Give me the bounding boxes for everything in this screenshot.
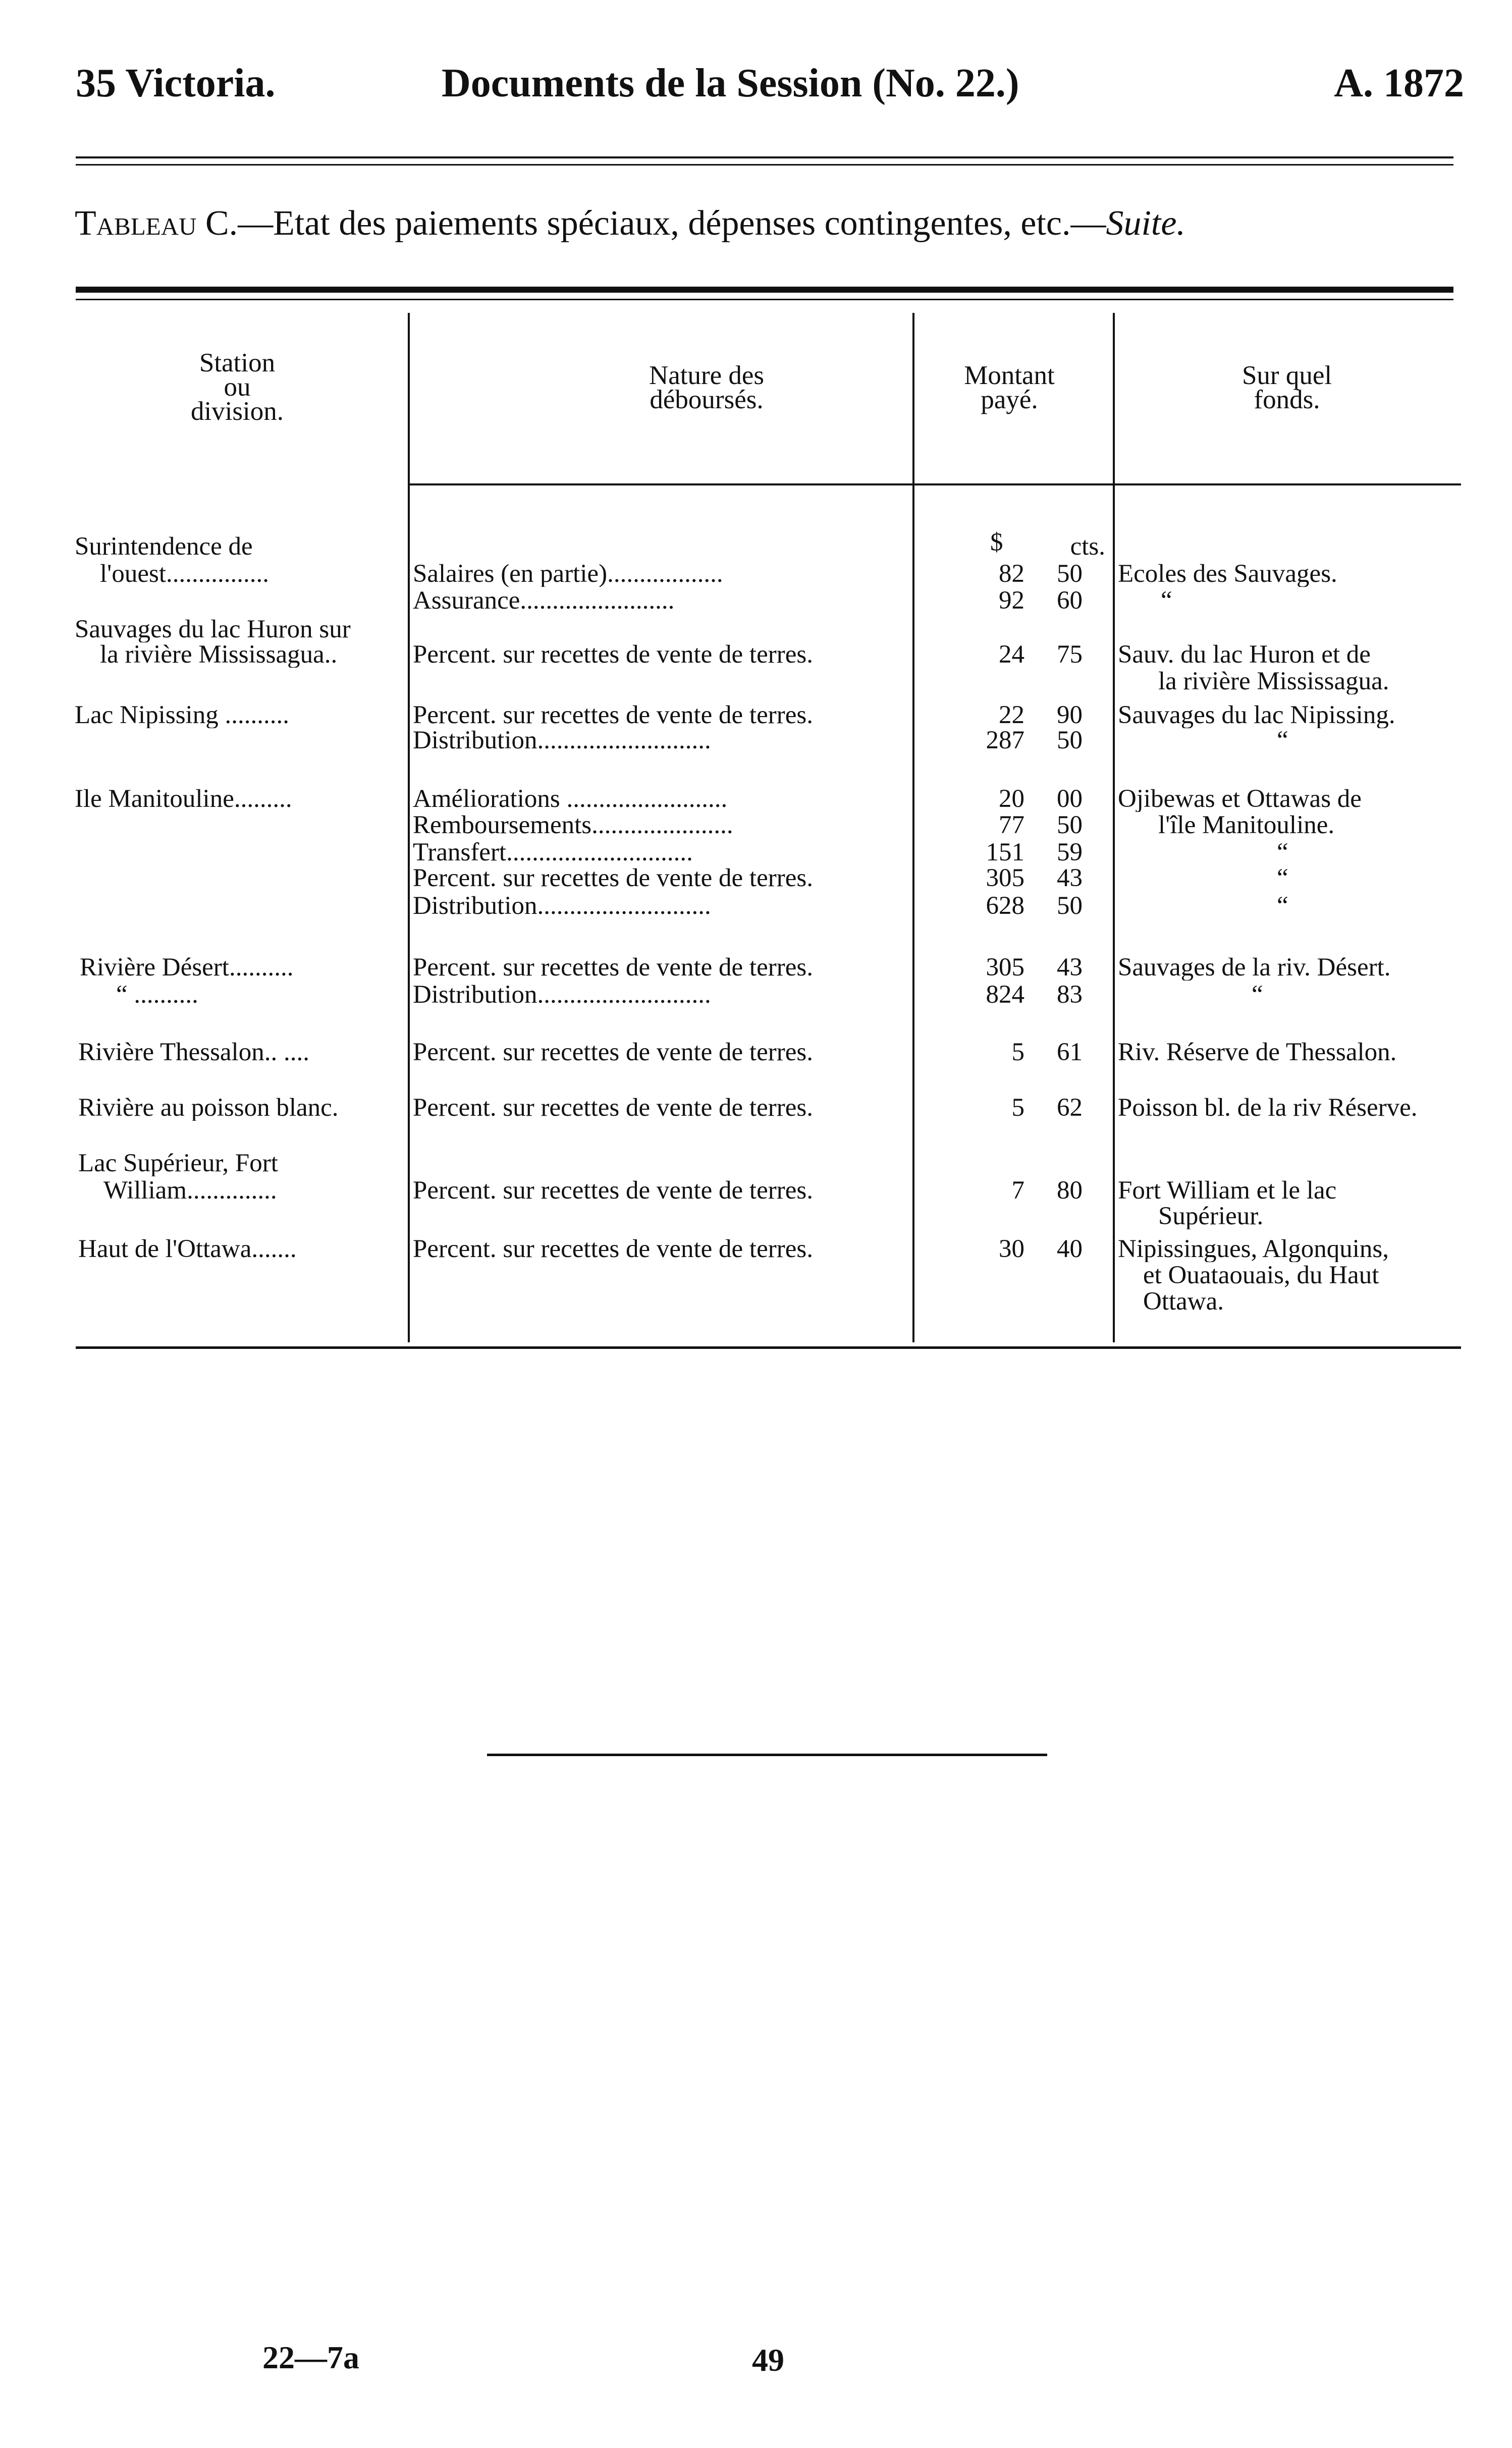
nature-line-12: Distribution........................... <box>413 982 711 1008</box>
amount-5-cents: 50 <box>1057 726 1083 754</box>
fonds-line-16: Fort William et le lac <box>1118 1178 1337 1204</box>
title-suite: Suite. <box>1106 204 1185 243</box>
amount-16-dollars: 30 <box>999 1235 1024 1263</box>
title-main: C.—Etat des paiements spéciaux, dépenses contingentes, etc.— <box>196 204 1106 243</box>
table-bottom-rule <box>76 1346 1461 1349</box>
amount-1-dollars: 82 <box>999 560 1024 588</box>
nature-line-16: Percent. sur recettes de vente de terres. <box>413 1236 813 1262</box>
amount-12-dollars: 824 <box>986 981 1024 1009</box>
colhead-station-l2: ou <box>224 372 251 402</box>
nature-line-1: Salaires (en partie).................. <box>413 561 723 587</box>
fonds-line-1: Ecoles des Sauvages. <box>1118 561 1337 587</box>
vline-3 <box>1113 313 1115 1342</box>
fonds-line-15: Poisson bl. de la riv Réserve. <box>1118 1095 1418 1121</box>
fonds-line-14: Riv. Réserve de Thessalon. <box>1118 1040 1397 1065</box>
amount-6-cents: 00 <box>1057 785 1083 813</box>
station-line-3: Sauvages du lac Huron sur <box>75 617 351 642</box>
colhead-fonds-l2: fonds. <box>1254 385 1320 414</box>
unit-cents: cts. <box>1070 532 1105 561</box>
fonds-line-19: et Ouataouais, du Haut <box>1143 1263 1379 1288</box>
fonds-line-7: Ojibewas et Ottawas de <box>1118 786 1362 812</box>
nature-line-6: Améliorations ......................... <box>413 786 728 812</box>
amount-13-dollars: 5 <box>1011 1038 1024 1066</box>
colhead-nature-l2: déboursés. <box>650 385 764 414</box>
title-prefix: Tableau <box>75 204 197 243</box>
header-row-rule <box>409 483 1461 485</box>
fonds-line-20: Ottawa. <box>1143 1289 1224 1315</box>
nature-line-9: Percent. sur recettes de vente de terres. <box>413 865 813 891</box>
fonds-line-12: Sauvages de la riv. Désert. <box>1118 955 1391 981</box>
fonds-line-3: Sauv. du lac Huron et de <box>1118 642 1371 668</box>
nature-line-3: Percent. sur recettes de vente de terres. <box>413 642 813 668</box>
fonds-line-2: “ <box>1161 588 1172 614</box>
station-line-10: Rivière au poisson blanc. <box>78 1095 339 1121</box>
amount-8-cents: 59 <box>1057 838 1083 866</box>
colhead-montant <box>916 363 1103 412</box>
amount-9-cents: 43 <box>1057 864 1083 892</box>
amount-4-cents: 90 <box>1057 701 1083 729</box>
station-line-9: Rivière Thessalon.. .... <box>78 1040 309 1065</box>
amount-14-dollars: 5 <box>1011 1094 1024 1122</box>
fonds-line-18: Nipissingues, Algonquins, <box>1118 1236 1389 1262</box>
fonds-line-4: la rivière Mississagua. <box>1158 669 1389 694</box>
footer-signature: 22—7a <box>262 2340 359 2375</box>
section-separator <box>487 1754 1047 1756</box>
fonds-line-5: Sauvages du lac Nipissing. <box>1118 702 1395 728</box>
amount-10-dollars: 628 <box>986 892 1024 920</box>
colhead-fonds-l1: Sur quel <box>1241 361 1332 390</box>
nature-line-4: Percent. sur recettes de vente de terres. <box>413 702 813 728</box>
station-line-6: Ile Manitouline......... <box>75 786 292 812</box>
amount-3-cents: 75 <box>1057 640 1083 669</box>
amount-8-dollars: 151 <box>986 838 1024 866</box>
colhead-station-l3: division. <box>190 397 284 426</box>
nature-line-10: Distribution........................... <box>413 893 711 919</box>
fonds-line-17: Supérieur. <box>1158 1204 1264 1229</box>
header-session: 35 Victoria. <box>76 61 276 105</box>
vline-1 <box>408 313 410 1342</box>
amount-14-cents: 62 <box>1057 1094 1083 1122</box>
amount-5-dollars: 287 <box>986 726 1024 754</box>
amount-13-cents: 61 <box>1057 1038 1083 1066</box>
station-line-7: Rivière Désert.......... <box>80 955 294 981</box>
amount-4-dollars: 22 <box>999 701 1024 729</box>
amount-3-dollars: 24 <box>999 640 1024 669</box>
fonds-line-11: “ <box>1277 893 1288 919</box>
colhead-station <box>106 348 368 426</box>
vline-2 <box>912 313 914 1342</box>
fonds-line-8: l'île Manitouline. <box>1158 812 1335 838</box>
page-number: 49 <box>752 2342 784 2378</box>
nature-line-8: Transfert............................. <box>413 840 693 865</box>
amount-9-dollars: 305 <box>986 864 1024 892</box>
fonds-line-6: “ <box>1277 728 1288 753</box>
station-line-5: Lac Nipissing .......... <box>75 702 289 728</box>
colhead-nature <box>409 363 1004 412</box>
unit-dollar: $ <box>990 530 1003 556</box>
station-line-13: Haut de l'Ottawa....... <box>78 1236 297 1262</box>
amount-16-cents: 40 <box>1057 1235 1083 1263</box>
amount-2-cents: 60 <box>1057 586 1083 615</box>
amount-10-cents: 50 <box>1057 892 1083 920</box>
colhead-montant-l1: Montant <box>964 361 1055 390</box>
amount-1-cents: 50 <box>1057 560 1083 588</box>
amount-2-dollars: 92 <box>999 586 1024 615</box>
nature-line-7: Remboursements...................... <box>413 812 733 838</box>
amount-6-dollars: 20 <box>999 785 1024 813</box>
nature-line-13: Percent. sur recettes de vente de terres. <box>413 1040 813 1065</box>
colhead-station-l1: Station <box>199 348 276 377</box>
nature-line-11: Percent. sur recettes de vente de terres. <box>413 955 813 981</box>
nature-line-15: Percent. sur recettes de vente de terres. <box>413 1178 813 1204</box>
nature-line-2: Assurance........................ <box>413 588 675 614</box>
station-line-2: l'ouest................ <box>100 561 269 587</box>
header-title: Documents de la Session (No. 22.) <box>442 61 1019 105</box>
station-line-11: Lac Supérieur, Fort <box>78 1151 278 1176</box>
colhead-montant-l2: payé. <box>981 385 1038 414</box>
fonds-line-13: “ <box>1252 982 1263 1008</box>
fonds-line-9: “ <box>1277 840 1288 865</box>
amount-15-dollars: 7 <box>1011 1176 1024 1205</box>
nature-line-5: Distribution........................... <box>413 728 711 753</box>
station-line-8: “ .......... <box>116 982 198 1008</box>
colhead-nature-l1: Nature des <box>649 361 765 390</box>
amount-11-dollars: 305 <box>986 953 1024 982</box>
header-year: A. 1872 <box>1334 61 1464 105</box>
station-line-4: la rivière Mississagua.. <box>100 642 338 668</box>
amount-7-dollars: 77 <box>999 811 1024 839</box>
station-line-12: William.............. <box>103 1178 277 1204</box>
colhead-fonds <box>1115 363 1459 412</box>
nature-line-14: Percent. sur recettes de vente de terres. <box>413 1095 813 1121</box>
amount-11-cents: 43 <box>1057 953 1083 982</box>
fonds-line-10: “ <box>1277 865 1288 891</box>
amount-15-cents: 80 <box>1057 1176 1083 1205</box>
station-line-1: Surintendence de <box>75 534 253 560</box>
amount-7-cents: 50 <box>1057 811 1083 839</box>
amount-12-cents: 83 <box>1057 981 1083 1009</box>
